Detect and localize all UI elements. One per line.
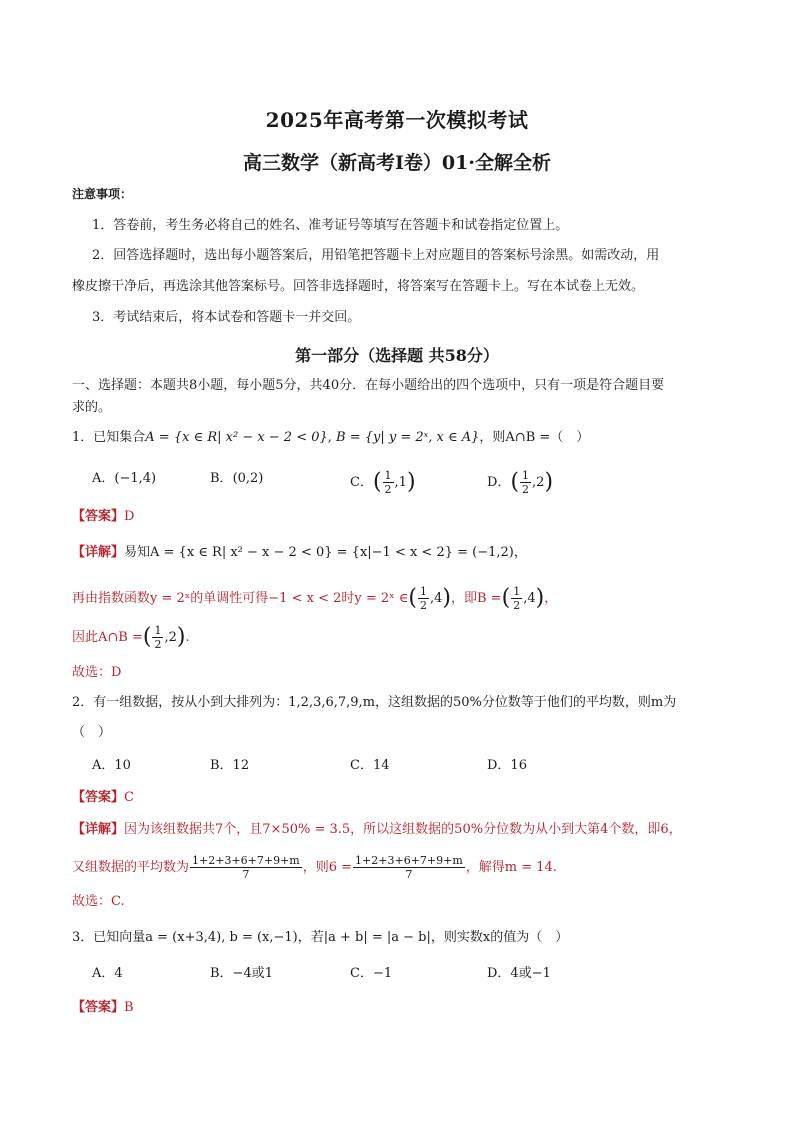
q2-option-c: C．14: [350, 758, 390, 773]
q1-suffix: ，则A∩B =（ ）: [479, 430, 590, 445]
q2-detail-1: 【详解】因为该组数据共7个，且7×50% = 3.5，所以这组数据的50%分位数为从小到大第4个数，即6，: [72, 822, 682, 837]
q2-option-a: A．10: [92, 758, 131, 773]
q1-choice: 故选：D: [72, 665, 122, 680]
q1-option-b: B．(0,2): [210, 471, 264, 486]
page-title: 2025年高考第一次模拟考试: [265, 108, 529, 132]
q1-prefix: 1．已知集合: [72, 430, 146, 445]
q3-option-b: B．−4或1: [210, 966, 273, 981]
notice-item-3: 3．考试结束后，将本试卷和答题卡一并交回。: [92, 310, 361, 325]
q1-set-b: B = {y| y = 2ˣ, x ∈ A}: [336, 430, 480, 445]
question-2-stem: 2．有一组数据，按从小到大排列为：1,2,3,6,7,9,m，这组数据的50%分位数等于他们的平均数，则m为: [72, 695, 677, 710]
q3-option-d: D．4或−1: [487, 966, 551, 981]
q1-option-a: A．(−1,4): [92, 471, 157, 486]
q2-detail-2: 又组数据的平均数为 $\frac{1+2+3+6+7+9+m}{7}$ ，则6 = $\frac{1+2+3+6+7+9+m}{7}$ ，解得m = 14.: [72, 854, 557, 881]
notice-heading: 注意事项：: [72, 187, 133, 201]
q1-set-a: A = {x ∈ R| x² − x − 2 < 0}: [145, 430, 328, 445]
q1-detail-2: 再由指数函数y = 2ˣ的单调性可得−1 < x < 2时y = 2ˣ ∈( $\frac{1}{2}$ ,4)，即B =( $\frac{1}{2}$ ,4)，: [72, 585, 558, 612]
question-3-stem: 3．已知向量a = (x+3,4), b = (x,−1)，若|a + b| = |a − b|，则实数x的值为（ ）: [72, 930, 569, 945]
q1-detail-1: 【详解】易知A = {x ∈ R| x² − x − 2 < 0} = {x|−1 < x < 2} = (−1,2)，: [72, 545, 527, 560]
notice-item-2: 2．回答选择题时，选出每小题答案后，用铅笔把答题卡上对应题目的答案标号涂黑。如需改动，用: [92, 248, 660, 263]
q3-option-a: A．4: [92, 966, 123, 981]
q1-answer: 【答案】D: [72, 509, 135, 524]
q3-answer: 【答案】B: [72, 1000, 134, 1015]
section-intro-cont: 求的。: [72, 400, 112, 415]
q1-option-c: C．( $\frac{1}{2}$ ,1): [350, 469, 416, 496]
q2-answer: 【答案】C: [72, 790, 134, 805]
notice-item-1: 1．答卷前，考生务必将自己的姓名、准考证号等填写在答题卡和试卷指定位置上。: [92, 218, 569, 233]
section-intro: 一、选择题：本题共8小题，每小题5分，共40分．在每小题给出的四个选项中，只有一项是符合题目要: [72, 378, 665, 393]
q2-option-d: D．16: [487, 758, 527, 773]
q2-choice: 故选：C.: [72, 894, 125, 909]
q1-option-d: D．( $\frac{1}{2}$ ,2): [487, 469, 554, 496]
q3-option-c: C．−1: [350, 966, 393, 981]
q1-detail-3: 因此A∩B =( $\frac{1}{2}$ ,2).: [72, 624, 190, 651]
question-2-stem-cont: （ ）: [72, 725, 112, 740]
page-subtitle: 高三数学（新高考Ⅰ卷）01·全解全析: [243, 152, 551, 174]
q2-option-b: B．12: [210, 758, 250, 773]
notice-item-2-cont: 橡皮擦干净后，再选涂其他答案标号。回答非选择题时，将答案写在答题卡上。写在本试卷上无效。: [72, 279, 645, 294]
section-title: 第一部分（选择题 共58分）: [295, 346, 499, 365]
question-1-stem: 1．已知集合A = {x ∈ R| x² − x − 2 < 0}, B = {y| y = 2ˣ, x ∈ A}，则A∩B =（ ）: [72, 430, 590, 445]
